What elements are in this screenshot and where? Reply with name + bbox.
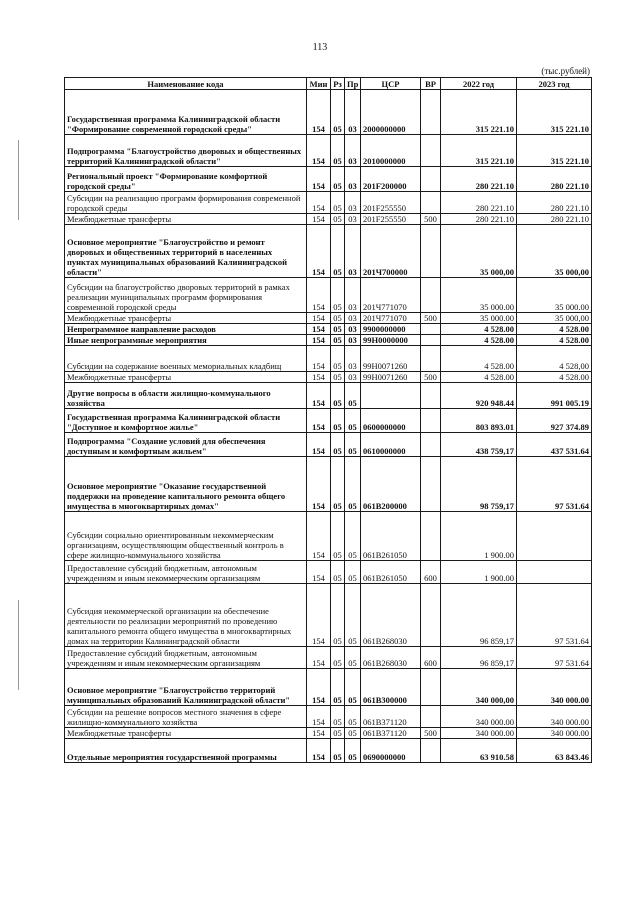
cell-name: Иные непрограммные мероприятия	[65, 335, 307, 346]
table-row	[65, 225, 592, 278]
cell-rz: 05	[331, 192, 345, 214]
cell-2023: 35 000,00	[517, 313, 592, 324]
cell-2022: 35 000,00	[441, 225, 517, 278]
cell-rz: 05	[331, 739, 345, 763]
cell-rz: 05	[331, 433, 345, 457]
cell-csr: 201F255550	[361, 192, 421, 214]
cell-pr: 03	[345, 90, 361, 135]
cell-2022: 340 000.00	[441, 728, 517, 739]
cell-2023	[517, 512, 592, 561]
cell-rz: 05	[331, 278, 345, 313]
cell-rz: 05	[331, 409, 345, 433]
cell-2022: 280 221.10	[441, 167, 517, 192]
cell-min: 154	[307, 739, 331, 763]
cell-min: 154	[307, 214, 331, 225]
cell-rz: 05	[331, 225, 345, 278]
table-row	[65, 647, 592, 669]
header-csr: ЦСР	[361, 78, 421, 90]
cell-name: Межбюджетные трансферты	[65, 728, 307, 739]
cell-name: Субсидии социально ориентированным некоммерческим организациям, осуществляющим общественный контроль в сфере жилищно-коммунального хозяйства	[65, 512, 307, 561]
table-row	[65, 192, 592, 214]
table-row	[65, 561, 592, 584]
cell-2022: 98 759,17	[441, 457, 517, 512]
cell-rz: 05	[331, 313, 345, 324]
table-row	[65, 706, 592, 728]
cell-2022: 280 221.10	[441, 214, 517, 225]
cell-vr	[421, 90, 441, 135]
cell-min: 154	[307, 225, 331, 278]
cell-min: 154	[307, 728, 331, 739]
cell-pr: 03	[345, 192, 361, 214]
cell-name: Субсидии на благоустройство дворовых территорий в рамках реализации муниципальных программ формирования современной городской среды	[65, 278, 307, 313]
cell-2022: 35 000.00	[441, 313, 517, 324]
cell-name: Основное мероприятие "Благоустройство территорий муниципальных образований Калининградской области"	[65, 669, 307, 706]
cell-2023: 280 221.10	[517, 192, 592, 214]
cell-min: 154	[307, 324, 331, 335]
cell-csr: 2010000000	[361, 135, 421, 167]
cell-min: 154	[307, 346, 331, 372]
cell-vr	[421, 706, 441, 728]
cell-vr	[421, 192, 441, 214]
cell-2023: 315 221.10	[517, 90, 592, 135]
cell-pr: 03	[345, 346, 361, 372]
cell-2023: 340 000.00	[517, 706, 592, 728]
cell-2022: 4 528.00	[441, 324, 517, 335]
cell-min: 154	[307, 335, 331, 346]
cell-rz: 05	[331, 346, 345, 372]
cell-pr: 03	[345, 135, 361, 167]
table-header-row	[65, 78, 592, 90]
cell-2022: 340 000.00	[441, 706, 517, 728]
cell-min: 154	[307, 313, 331, 324]
page-number: 113	[312, 42, 328, 53]
cell-name: Государственная программа Калининградской области "Доступное и комфортное жилье"	[65, 409, 307, 433]
cell-pr: 03	[345, 214, 361, 225]
cell-2022: 1 900.00	[441, 561, 517, 584]
cell-min: 154	[307, 409, 331, 433]
cell-csr: 2000000000	[361, 90, 421, 135]
cell-vr	[421, 383, 441, 409]
table-row	[65, 372, 592, 383]
cell-rz: 05	[331, 372, 345, 383]
cell-rz: 05	[331, 669, 345, 706]
cell-name: Межбюджетные трансферты	[65, 313, 307, 324]
cell-2022: 96 859,17	[441, 584, 517, 647]
cell-pr: 05	[345, 561, 361, 584]
cell-rz: 05	[331, 135, 345, 167]
table-row	[65, 728, 592, 739]
cell-csr: 201F255550	[361, 214, 421, 225]
table-row	[65, 433, 592, 457]
header-rz: Рз	[331, 78, 345, 90]
cell-rz: 05	[331, 90, 345, 135]
table-row	[65, 512, 592, 561]
cell-rz: 05	[331, 584, 345, 647]
cell-csr: 0600000000	[361, 409, 421, 433]
cell-pr: 05	[345, 383, 361, 409]
header-vr: ВР	[421, 78, 441, 90]
cell-pr: 03	[345, 335, 361, 346]
cell-2022: 4 528.00	[441, 372, 517, 383]
cell-pr: 05	[345, 584, 361, 647]
cell-2023	[517, 561, 592, 584]
cell-name: Подпрограмма "Создание условий для обеспечения доступным и комфортным жильем"	[65, 433, 307, 457]
cell-2022: 96 859,17	[441, 647, 517, 669]
header-2022: 2022 год	[441, 78, 517, 90]
header-2023: 2023 год	[517, 78, 592, 90]
cell-min: 154	[307, 383, 331, 409]
cell-min: 154	[307, 706, 331, 728]
cell-min: 154	[307, 135, 331, 167]
cell-name: Предоставление субсидий бюджетным, автономным учреждениям и иным некоммерческим организациям	[65, 561, 307, 584]
cell-vr	[421, 278, 441, 313]
cell-name: Предоставление субсидий бюджетным, автономным учреждениям и иным некоммерческим организациям	[65, 647, 307, 669]
cell-name: Государственная программа Калининградской области "Формирование современной городской среды"	[65, 90, 307, 135]
cell-2023: 97 531.64	[517, 647, 592, 669]
cell-min: 154	[307, 647, 331, 669]
cell-rz: 05	[331, 324, 345, 335]
cell-2023: 4 528.00	[517, 335, 592, 346]
cell-2023: 437 531.64	[517, 433, 592, 457]
cell-min: 154	[307, 512, 331, 561]
table-row	[65, 383, 592, 409]
cell-vr: 600	[421, 647, 441, 669]
cell-2023: 4 528,00	[517, 346, 592, 372]
cell-name: Межбюджетные трансферты	[65, 372, 307, 383]
cell-pr: 05	[345, 728, 361, 739]
cell-2022: 35 000.00	[441, 278, 517, 313]
cell-2022: 920 948.44	[441, 383, 517, 409]
cell-rz: 05	[331, 383, 345, 409]
cell-name: Субсидии на содержание военных мемориальных кладбищ	[65, 346, 307, 372]
table-row	[65, 324, 592, 335]
cell-2022: 315 221.10	[441, 90, 517, 135]
cell-vr: 500	[421, 372, 441, 383]
cell-vr	[421, 433, 441, 457]
cell-pr: 05	[345, 647, 361, 669]
cell-name: Субсидии на реализацию программ формирования современной городской среды	[65, 192, 307, 214]
cell-min: 154	[307, 433, 331, 457]
cell-csr: 061B261050	[361, 561, 421, 584]
cell-2023: 280 221.10	[517, 214, 592, 225]
table-row	[65, 346, 592, 372]
cell-min: 154	[307, 278, 331, 313]
cell-vr	[421, 409, 441, 433]
cell-2022: 4 528.00	[441, 346, 517, 372]
cell-vr	[421, 167, 441, 192]
cell-name: Непрограммное направление расходов	[65, 324, 307, 335]
cell-rz: 05	[331, 706, 345, 728]
cell-2023: 63 843.46	[517, 739, 592, 763]
cell-csr: 201F200000	[361, 167, 421, 192]
cell-name: Региональный проект "Формирование комфортной городской среды"	[65, 167, 307, 192]
cell-min: 154	[307, 561, 331, 584]
table-row	[65, 457, 592, 512]
cell-2023: 35 000.00	[517, 278, 592, 313]
cell-2022: 315 221.10	[441, 135, 517, 167]
cell-min: 154	[307, 167, 331, 192]
cell-min: 154	[307, 669, 331, 706]
cell-vr: 500	[421, 728, 441, 739]
cell-name: Основное мероприятие "Благоустройство и ремонт дворовых и общественных территорий в населенных пунктах муниципальных образований Калининградской области"	[65, 225, 307, 278]
cell-vr	[421, 135, 441, 167]
cell-2022: 63 910.58	[441, 739, 517, 763]
cell-csr: 061B268030	[361, 647, 421, 669]
cell-pr: 05	[345, 706, 361, 728]
units-label: (тыс.рублей)	[541, 66, 590, 76]
cell-csr	[361, 383, 421, 409]
cell-vr	[421, 346, 441, 372]
cell-min: 154	[307, 192, 331, 214]
cell-rz: 05	[331, 167, 345, 192]
cell-min: 154	[307, 372, 331, 383]
cell-csr: 061B268030	[361, 584, 421, 647]
cell-pr: 03	[345, 313, 361, 324]
cell-csr: 061B261050	[361, 512, 421, 561]
cell-rz: 05	[331, 647, 345, 669]
cell-vr: 600	[421, 561, 441, 584]
table-row	[65, 669, 592, 706]
cell-2023: 340 000.00	[517, 669, 592, 706]
cell-pr: 03	[345, 278, 361, 313]
cell-name: Основное мероприятие "Оказание государственной поддержки на проведение капитального ремонта общего имущества в многоквартирных домах"	[65, 457, 307, 512]
left-margin-rule	[18, 140, 19, 220]
cell-2022: 803 893.01	[441, 409, 517, 433]
table-row	[65, 214, 592, 225]
header-pr: Пр	[345, 78, 361, 90]
cell-rz: 05	[331, 728, 345, 739]
cell-vr	[421, 512, 441, 561]
cell-name: Субсидии на решение вопросов местного значения в сфере жилищно-коммунального хозяйства	[65, 706, 307, 728]
cell-2022: 4 528.00	[441, 335, 517, 346]
cell-csr: 201Ч700000	[361, 225, 421, 278]
table-row	[65, 313, 592, 324]
cell-csr: 201Ч771070	[361, 313, 421, 324]
cell-2022: 438 759,17	[441, 433, 517, 457]
cell-vr	[421, 335, 441, 346]
cell-vr	[421, 739, 441, 763]
cell-rz: 05	[331, 214, 345, 225]
cell-name: Субсидия некоммерческой организации на обеспечение деятельности по реализации мероприятий по проведению капитального ремонта общего имущества в многоквартирных домах на территории Калининградской области	[65, 584, 307, 647]
cell-2023: 340 000.00	[517, 728, 592, 739]
cell-vr	[421, 324, 441, 335]
cell-2022: 280 221.10	[441, 192, 517, 214]
cell-2022: 1 900.00	[441, 512, 517, 561]
table-body	[65, 90, 592, 763]
cell-csr: 0690000000	[361, 739, 421, 763]
cell-min: 154	[307, 90, 331, 135]
cell-pr: 03	[345, 372, 361, 383]
table-row	[65, 584, 592, 647]
cell-2023: 315 221.10	[517, 135, 592, 167]
cell-pr: 05	[345, 669, 361, 706]
cell-2023: 97 531.64	[517, 457, 592, 512]
cell-csr: 9900000000	[361, 324, 421, 335]
cell-rz: 05	[331, 335, 345, 346]
cell-pr: 05	[345, 739, 361, 763]
cell-2023: 35 000,00	[517, 225, 592, 278]
cell-vr	[421, 584, 441, 647]
cell-rz: 05	[331, 561, 345, 584]
table-row	[65, 135, 592, 167]
cell-vr	[421, 669, 441, 706]
table-row	[65, 739, 592, 763]
budget-table	[64, 77, 592, 763]
table-row	[65, 335, 592, 346]
cell-name: Межбюджетные трансферты	[65, 214, 307, 225]
cell-min: 154	[307, 457, 331, 512]
cell-vr: 500	[421, 214, 441, 225]
cell-2022: 340 000,00	[441, 669, 517, 706]
cell-csr: 99H0071260	[361, 346, 421, 372]
cell-pr: 05	[345, 457, 361, 512]
table-row	[65, 409, 592, 433]
cell-2023: 4 528.00	[517, 372, 592, 383]
cell-vr: 500	[421, 313, 441, 324]
cell-2023: 4 528.00	[517, 324, 592, 335]
budget-table-container	[64, 77, 591, 763]
cell-csr: 061B300000	[361, 669, 421, 706]
cell-2023: 991 005.19	[517, 383, 592, 409]
cell-pr: 03	[345, 225, 361, 278]
cell-2023: 97 531.64	[517, 584, 592, 647]
cell-csr: 061B200000	[361, 457, 421, 512]
cell-csr: 0610000000	[361, 433, 421, 457]
cell-csr: 201Ч771070	[361, 278, 421, 313]
cell-pr: 05	[345, 512, 361, 561]
cell-csr: 99H0071260	[361, 372, 421, 383]
cell-pr: 05	[345, 433, 361, 457]
cell-rz: 05	[331, 457, 345, 512]
table-row	[65, 167, 592, 192]
cell-name: Другие вопросы в области жилищно-коммунального хозяйства	[65, 383, 307, 409]
table-row	[65, 278, 592, 313]
cell-name: Подпрограмма "Благоустройство дворовых и общественных территорий Калининградской области"	[65, 135, 307, 167]
cell-name: Отдельные мероприятия государственной программы	[65, 739, 307, 763]
left-margin-rule	[18, 600, 19, 690]
table-row	[65, 90, 592, 135]
cell-pr: 03	[345, 324, 361, 335]
cell-csr: 061B371120	[361, 706, 421, 728]
cell-pr: 03	[345, 167, 361, 192]
cell-csr: 061B371120	[361, 728, 421, 739]
cell-2023: 927 374.89	[517, 409, 592, 433]
cell-pr: 05	[345, 409, 361, 433]
header-min: Мин	[307, 78, 331, 90]
cell-vr	[421, 457, 441, 512]
cell-csr: 99H0000000	[361, 335, 421, 346]
cell-rz: 05	[331, 512, 345, 561]
cell-2023: 280 221.10	[517, 167, 592, 192]
cell-min: 154	[307, 584, 331, 647]
header-name: Наименование кода	[65, 78, 307, 90]
cell-vr	[421, 225, 441, 278]
